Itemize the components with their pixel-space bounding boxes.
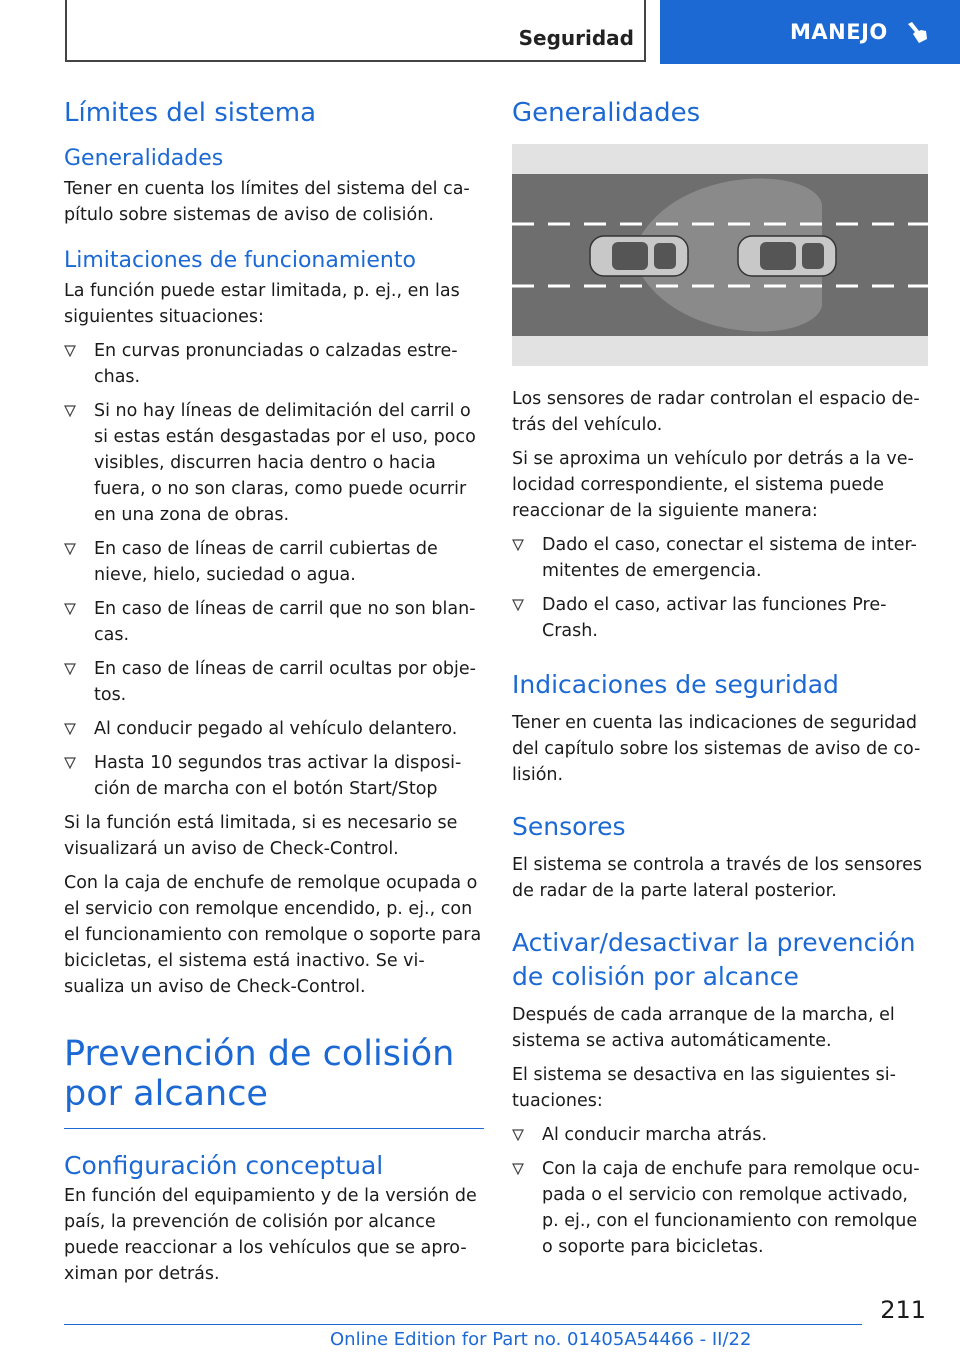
paragraph-sensors: El sistema se controla a través de los sensores de radar de la parte lateral posterior. — [512, 855, 922, 901]
paragraph-limitations: La función puede estar limitada, p. ej., en las siguientes situaciones: — [64, 281, 460, 327]
bullet-triangle-icon — [64, 345, 76, 357]
heading-limitations: Limitaciones de funcionamiento — [64, 248, 416, 273]
list-item: En caso de líneas de carril que no son blan-cas. — [64, 596, 484, 648]
road-diagram — [512, 144, 928, 366]
bullet-triangle-icon — [512, 599, 524, 611]
heading-limits: Límites del sistema — [64, 98, 317, 128]
section-title: Seguridad — [518, 26, 634, 50]
page-number: 211 — [880, 1296, 926, 1324]
reaction-list — [512, 532, 928, 644]
heading-general-right: Generalidades — [512, 98, 701, 128]
paragraph-safety: Tener en cuenta las indicaciones de seguridad del capítulo sobre los sistemas de aviso de co-lisión. — [512, 713, 921, 785]
list-item: En caso de líneas de carril cubiertas de nieve, hielo, suciedad o agua. — [64, 536, 484, 588]
list-item: En curvas pronunciadas o calzadas estre-chas. — [64, 338, 484, 390]
bullet-triangle-icon — [64, 603, 76, 615]
car-front-icon — [738, 236, 836, 276]
bullet-triangle-icon — [64, 663, 76, 675]
paragraph-sensors-rear: Los sensores de radar controlan el espacio de-trás del vehículo. — [512, 389, 920, 435]
heading-safety: Indicaciones de seguridad — [512, 670, 839, 699]
limitations-list — [64, 338, 484, 802]
list-item: Si no hay líneas de delimitación del carril o si estas están desgastadas por el uso, poco visibles, discurren hacia dentro o hacia fuera, o no son claras, como puede ocurrir en una zona de obras. — [64, 398, 484, 528]
list-item: Con la caja de enchufe para remolque ocu-pada o el servicio con remolque activado, p. ej., con el funcionamiento con remolque o soporte para bicicletas. — [512, 1156, 928, 1260]
heading-prevention: Prevención de colisión por alcance — [64, 1034, 455, 1114]
right-column — [512, 96, 928, 1268]
bullet-triangle-icon — [512, 1129, 524, 1141]
list-item: Al conducir marcha atrás. — [512, 1122, 928, 1148]
list-item: Hasta 10 segundos tras activar la disposi-ción de marcha con el botón Start/Stop — [64, 750, 484, 802]
bullet-triangle-icon — [512, 539, 524, 551]
bullet-triangle-icon — [64, 543, 76, 555]
heading-concept: Configuración conceptual — [64, 1151, 384, 1180]
footer-edition[interactable]: Online Edition for Part no. 01405A54466 - II/22 — [330, 1329, 752, 1350]
chapter-tab[interactable] — [660, 0, 960, 64]
paragraph-general: Tener en cuenta los límites del sistema del ca-pítulo sobre sistemas de aviso de colisión. — [64, 179, 470, 225]
paragraph-after-start: Después de cada arranque de la marcha, el sistema se activa automáticamente. — [512, 1005, 895, 1051]
paragraph-trailer: Con la caja de enchufe de remolque ocupada o el servicio con remolque encendido, p. ej., con el funcionamiento con remolque o soporte para bicicletas, el sistema está inactivo. Se vi-sualiza un aviso de Check-Control. — [64, 873, 482, 997]
list-item: Al conducir pegado al vehículo delantero. — [64, 716, 484, 742]
heading-sensors: Sensores — [512, 812, 626, 841]
bullet-triangle-icon — [64, 723, 76, 735]
paragraph-approach: Si se aproxima un vehículo por detrás a la ve-locidad correspondiente, el sistema puede reaccionar de la siguiente manera: — [512, 449, 914, 521]
list-item: Dado el caso, activar las funciones Pre-Crash. — [512, 592, 928, 644]
list-item: En caso de líneas de carril ocultas por obje-tos. — [64, 656, 484, 708]
heading-activate: Activar/desactivar la prevención de colisión por alcance — [512, 928, 916, 991]
pointing-hand-icon — [904, 19, 930, 45]
paragraph-checkcontrol: Si la función está limitada, si es necesario se visualizará un aviso de Check-Control. — [64, 813, 458, 859]
bullet-triangle-icon — [64, 405, 76, 417]
list-item: Dado el caso, conectar el sistema de inter-mitentes de emergencia. — [512, 532, 928, 584]
footer-rule — [64, 1324, 862, 1325]
bullet-triangle-icon — [64, 757, 76, 769]
chapter-tab-label: MANEJO — [790, 20, 888, 44]
rear-radar-illustration — [512, 144, 928, 366]
deactivation-list — [512, 1122, 928, 1260]
left-column — [64, 96, 484, 1295]
paragraph-concept: En función del equipamiento y de la versión de país, la prevención de colisión por alcance puede reaccionar a los vehículos que se apro-ximan por detrás. — [64, 1186, 477, 1284]
bullet-triangle-icon — [512, 1163, 524, 1175]
paragraph-deactivate: El sistema se desactiva en las siguientes si-tuaciones: — [512, 1065, 896, 1111]
car-rear-icon — [590, 236, 688, 276]
heading-rule — [64, 1128, 484, 1129]
heading-general: Generalidades — [64, 146, 224, 171]
